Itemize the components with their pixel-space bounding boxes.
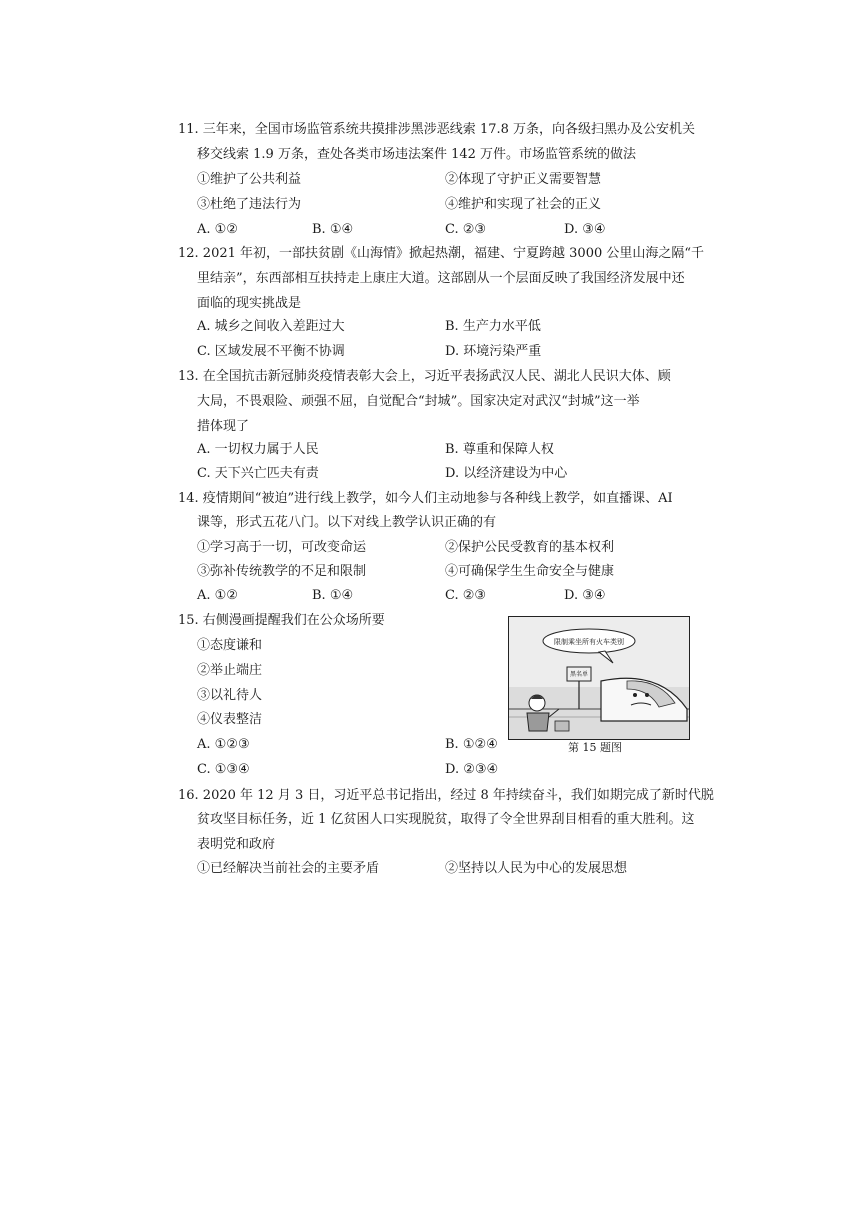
q13-stem-line3: 措体现了 — [197, 419, 250, 434]
q14-stem-line1: 14. 疫情期间“被迫”进行线上教学，如今人们主动地参与各种线上教学，如直播课、AI — [178, 491, 673, 506]
q11-stem-line1: 11. 三年来，全国市场监管系统共摸排涉黑涉恶线索 17.8 万条，向各级扫黑办及公安机关 — [178, 122, 696, 137]
q13-stem-line2: 大局，不畏艰险、顽强不屈，自觉配合“封城”。国家决定对武汉“封城”这一举 — [197, 394, 640, 409]
q14-statement-2: ②保护公民受教育的基本权利 — [445, 540, 615, 555]
q15-option-b: B. ①②④ — [445, 737, 498, 752]
q11-statement-2: ②体现了守护正义需要智慧 — [445, 172, 602, 187]
q15-statement-2: ②举止端庄 — [197, 663, 263, 678]
q14-option-b: B. ①④ — [312, 588, 354, 603]
q12-stem-line2: 里结亲”，东西部相互扶持走上康庄大道。这部剧从一个层面反映了我国经济发展中还 — [197, 271, 685, 286]
q13-option-a: A. 一切权力属于人民 — [197, 442, 319, 457]
q14-option-a: A. ①② — [197, 588, 238, 603]
q11-option-b: B. ①④ — [312, 222, 354, 237]
speech-bubble-text: 限制乘坐所有火车类别 — [554, 638, 624, 646]
q15-option-d: D. ②③④ — [445, 762, 499, 777]
q11-statement-4: ④维护和实现了社会的正义 — [445, 197, 602, 212]
q11-option-a: A. ①② — [197, 222, 238, 237]
q11-statement-1: ①维护了公共利益 — [197, 172, 302, 187]
q15-stem-line1: 15. 右侧漫画提醒我们在公众场所要 — [178, 613, 385, 628]
q15-statement-3: ③以礼待人 — [197, 688, 263, 703]
q15-option-c: C. ①③④ — [197, 762, 250, 777]
q12-stem-line1: 12. 2021 年初，一部扶贫剧《山海情》掀起热潮，福建、宁夏跨越 3000 公里山海之隔“千 — [178, 246, 705, 261]
q12-option-b: B. 生产力水平低 — [445, 319, 541, 334]
q15-statement-1: ①态度谦和 — [197, 638, 263, 653]
q13-option-d: D. 以经济建设为中心 — [445, 466, 568, 481]
q16-stem-line3: 表明党和政府 — [197, 837, 276, 852]
blacklist-sign-text: 黑名单 — [569, 671, 589, 678]
cartoon-illustration — [509, 617, 689, 739]
q12-option-d: D. 环境污染严重 — [445, 344, 542, 359]
q13-option-c: C. 天下兴亡匹夫有责 — [197, 466, 319, 481]
q12-option-a: A. 城乡之间收入差距过大 — [197, 319, 345, 334]
q14-option-d: D. ③④ — [564, 588, 606, 603]
q14-statement-4: ④可确保学生生命安全与健康 — [445, 564, 615, 579]
q11-stem-line2: 移交线索 1.9 万条，查处各类市场违法案件 142 万件。市场监管系统的做法 — [197, 147, 637, 162]
q14-statement-1: ①学习高于一切，可改变命运 — [197, 540, 367, 555]
q15-statement-4: ④仪表整洁 — [197, 712, 263, 727]
q11-option-c: C. ②③ — [445, 222, 487, 237]
q14-option-c: C. ②③ — [445, 588, 487, 603]
q13-option-b: B. 尊重和保障人权 — [445, 442, 554, 457]
q16-statement-1: ①已经解决当前社会的主要矛盾 — [197, 861, 380, 876]
q14-stem-line2: 课等，形式五花八门。以下对线上教学认识正确的有 — [197, 515, 497, 530]
q15-option-a: A. ①②③ — [197, 737, 250, 752]
q11-statement-3: ③杜绝了违法行为 — [197, 197, 302, 212]
q11-option-d: D. ③④ — [564, 222, 606, 237]
q12-option-c: C. 区域发展不平衡不协调 — [197, 344, 345, 359]
q15-figure-caption: 第 15 题图 — [568, 741, 622, 754]
q16-stem-line2: 贫攻坚目标任务，近 1 亿贫困人口实现脱贫，取得了令全世界刮目相看的重大胜利。这 — [197, 812, 695, 827]
q14-statement-3: ③弥补传统教学的不足和限制 — [197, 564, 367, 579]
q16-statement-2: ②坚持以人民为中心的发展思想 — [445, 861, 628, 876]
q13-stem-line1: 13. 在全国抗击新冠肺炎疫情表彰大会上，习近平表扬武汉人民、湖北人民识大体、顾 — [178, 369, 671, 384]
q16-stem-line1: 16. 2020 年 12 月 3 日，习近平总书记指出，经过 8 年持续奋斗，我们如期完成了新时代脱 — [178, 788, 714, 803]
q12-stem-line3: 面临的现实挑战是 — [197, 296, 302, 311]
q15-cartoon-figure — [508, 616, 690, 740]
